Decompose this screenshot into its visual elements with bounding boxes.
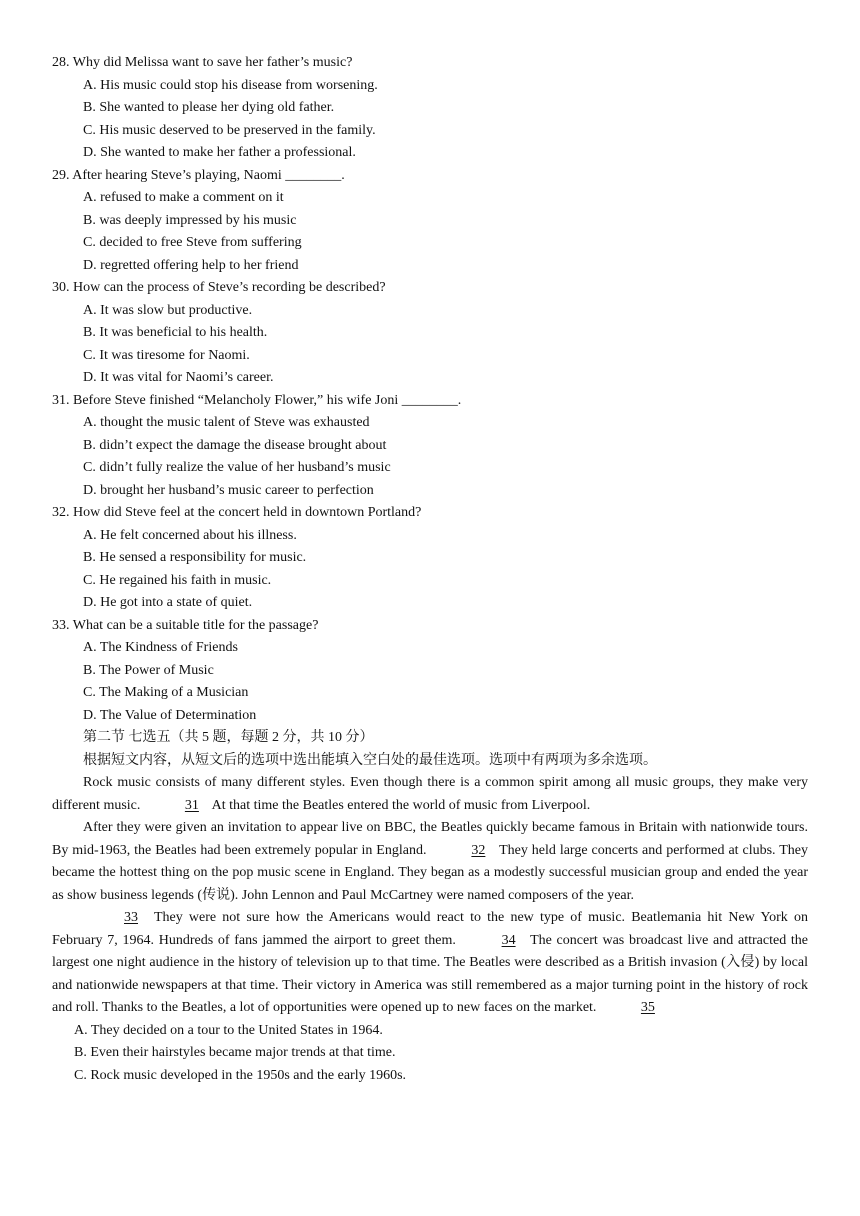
question-31-option-d: D. brought her husband’s music career to perfection (83, 482, 374, 498)
question-30-option-b: B. It was beneficial to his health. (83, 325, 268, 340)
question-28-option-d: D. She wanted to make her father a professional. (83, 145, 356, 160)
blank-33: 33 (124, 910, 138, 925)
question-28-option-b: B. She wanted to please her dying old father. (83, 100, 335, 115)
question-28-option-a: A. His music could stop his disease from worsening. (83, 77, 378, 93)
question-31: 31. Before Steve finished “Melancholy Flower,” his wife Joni ________. (52, 392, 462, 408)
question-30-option-a: A. It was slow but productive. (83, 302, 253, 318)
section-instruction: 根据短文内容，从短文后的选项中选出能填入空白处的最佳选项。选项中有两项为多余选项。 (83, 752, 657, 768)
question-32-option-c: C. He regained his faith in music. (83, 572, 272, 588)
question-33-option-b: B. The Power of Music (83, 662, 214, 678)
question-31-option-a: A. thought the music talent of Steve was exhausted (83, 415, 370, 430)
question-32-option-a: A. He felt concerned about his illness. (83, 527, 297, 543)
passage-text: The concert was broadcast live and attracted the largest one night audience in the history of television up to that time. The Beatles were described as a British invasion (入侵) by local and nationwide newspapers at that time. Their victory in America was still remembered as a major turning point in the history of rock and roll. Thanks to the Beatles, a lot of opportunities were opened up to new faces on the market. (52, 932, 809, 1015)
passage-paragraph-3 (52, 907, 808, 1020)
question-30-option-d: D. It was vital for Naomi’s career. (83, 370, 274, 385)
passage-paragraph-2 (52, 817, 808, 907)
question-29: 29. After hearing Steve’s playing, Naomi ________. (52, 167, 345, 183)
question-29-option-a: A. refused to make a comment on it (83, 190, 284, 205)
section-heading: 第二节 七选五（共 5 题，每题 2 分，共 10 分） (83, 730, 374, 745)
question-33-option-a: A. The Kindness of Friends (83, 640, 238, 655)
blank-31: 31 (184, 797, 199, 813)
answer-option-b: B. Even their hairstyles became major trends at that time. (74, 1045, 396, 1060)
passage-text: They were not sure how the Americans would react to the new type of music. Beatlemania hit New York on February 7, 1964. Hundreds of fans jammed the airport to greet them. (52, 910, 808, 948)
blank-35: 35 (640, 1000, 655, 1015)
question-28: 28. Why did Melissa want to save her father’s music? (52, 55, 353, 70)
question-29-option-c: C. decided to free Steve from suffering (83, 235, 302, 250)
question-30-option-c: C. It was tiresome for Naomi. (83, 347, 250, 363)
question-32-option-d: D. He got into a state of quiet. (83, 595, 253, 610)
blank-32: 32 (471, 842, 486, 858)
question-28-option-c: C. His music deserved to be preserved in the family. (83, 122, 376, 138)
passage-text: Rock music consists of many different styles. Even though there is a common spirit among all music groups, they make very different music. (52, 775, 808, 813)
question-29-option-b: B. was deeply impressed by his music (83, 212, 297, 228)
question-31-option-b: B. didn’t expect the damage the disease brought about (83, 437, 387, 453)
question-29-option-d: D. regretted offering help to her friend (83, 257, 299, 273)
passage-text: At that time the Beatles entered the world of music from Liverpool. (211, 797, 591, 813)
question-31-option-c: C. didn’t fully realize the value of her husband’s music (83, 460, 391, 475)
question-33-option-c: C. The Making of a Musician (83, 685, 249, 700)
exam-page (52, 52, 808, 1087)
passage-paragraph-1 (52, 772, 808, 817)
question-33: 33. What can be a suitable title for the passage? (52, 617, 319, 633)
passage-text: After they were given an invitation to appear live on BBC, the Beatles quickly became famous in Britain with nationwide tours. By mid-1963, the Beatles had been extremely popular in England. (52, 820, 808, 858)
blank-34: 34 (501, 932, 516, 948)
answer-option-a: A. They decided on a tour to the United States in 1964. (74, 1022, 383, 1038)
question-32: 32. How did Steve feel at the concert held in downtown Portland? (52, 505, 422, 520)
question-30: 30. How can the process of Steve’s recording be described? (52, 280, 386, 295)
question-33-option-d: D. The Value of Determination (83, 707, 257, 723)
question-32-option-b: B. He sensed a responsibility for music. (83, 550, 307, 565)
passage-text: They held large concerts and performed at clubs. They became the hottest thing on the pop music scene in England. They began as a modestly successful musician group and ended the year as show business legends (传说). John Lennon and Paul McCartney were named composers of the year. (52, 842, 808, 903)
answer-option-c: C. Rock music developed in the 1950s and the early 1960s. (74, 1067, 407, 1083)
